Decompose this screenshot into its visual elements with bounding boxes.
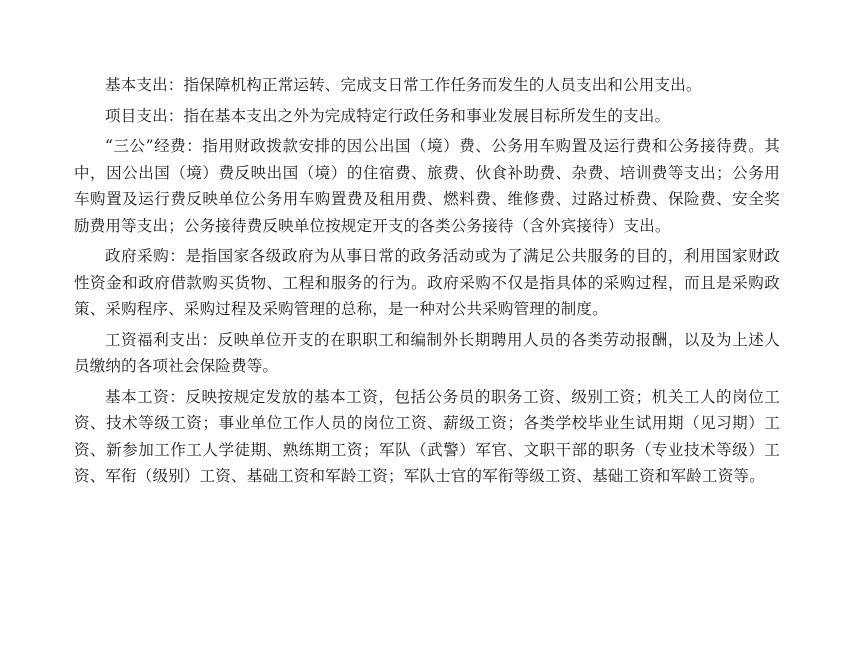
- document-body: [74, 72, 780, 494]
- paragraph-wage-welfare-expenditure: 工资福利支出：反映单位开支的在职职工和编制外长期聘用人员的各类劳动报酬，以及为上述人员缴纳的各项社会保险费等。: [74, 330, 780, 375]
- paragraph-basic-expenditure: 基本支出：指保障机构正常运转、完成支日常工作任务而发生的人员支出和公用支出。: [105, 76, 702, 94]
- paragraph-three-public-funds: “三公”经费：指用财政拨款安排的因公出国（境）费、公务用车购置及运行费和公务接待费。其中，因公出国（境）费反映出国（境）的住宿费、旅费、伙食补助费、杂费、培训费等支出；公务用车购置及运行费反映单位公务用车购置费及租用费、燃料费、维修费、过路过桥费、保险费、安全奖励费用等支出；公务接待费反映单位按规定开支的各类公务接待（含外宾接待）支出。: [74, 137, 780, 235]
- paragraph-basic-wage: 基本工资：反映按规定发放的基本工资，包括公务员的职务工资、级别工资；机关工人的岗位工资、技术等级工资；事业单位工作人员的岗位工资、薪级工资；各类学校毕业生试用期（见习期）工资、新参加工作工人学徒期、熟练期工资；军队（武警）军官、文职干部的职务（专业技术等级）工资、军衔（级别）工资、基础工资和军龄工资；军队士官的军衔等级工资、基础工资和军龄工资等。: [74, 387, 780, 485]
- paragraph-government-procurement: 政府采购：是指国家各级政府为从事日常的政务活动或为了满足公共服务的目的，利用国家财政性资金和政府借款购买货物、工程和服务的行为。政府采购不仅是指具体的采购过程，而且是采购政策、采购程序、采购过程及采购管理的总称，是一种对公共采购管理的制度。: [74, 247, 780, 318]
- paragraph-project-expenditure: 项目支出：指在基本支出之外为完成特定行政任务和事业发展目标所发生的支出。: [105, 106, 671, 125]
